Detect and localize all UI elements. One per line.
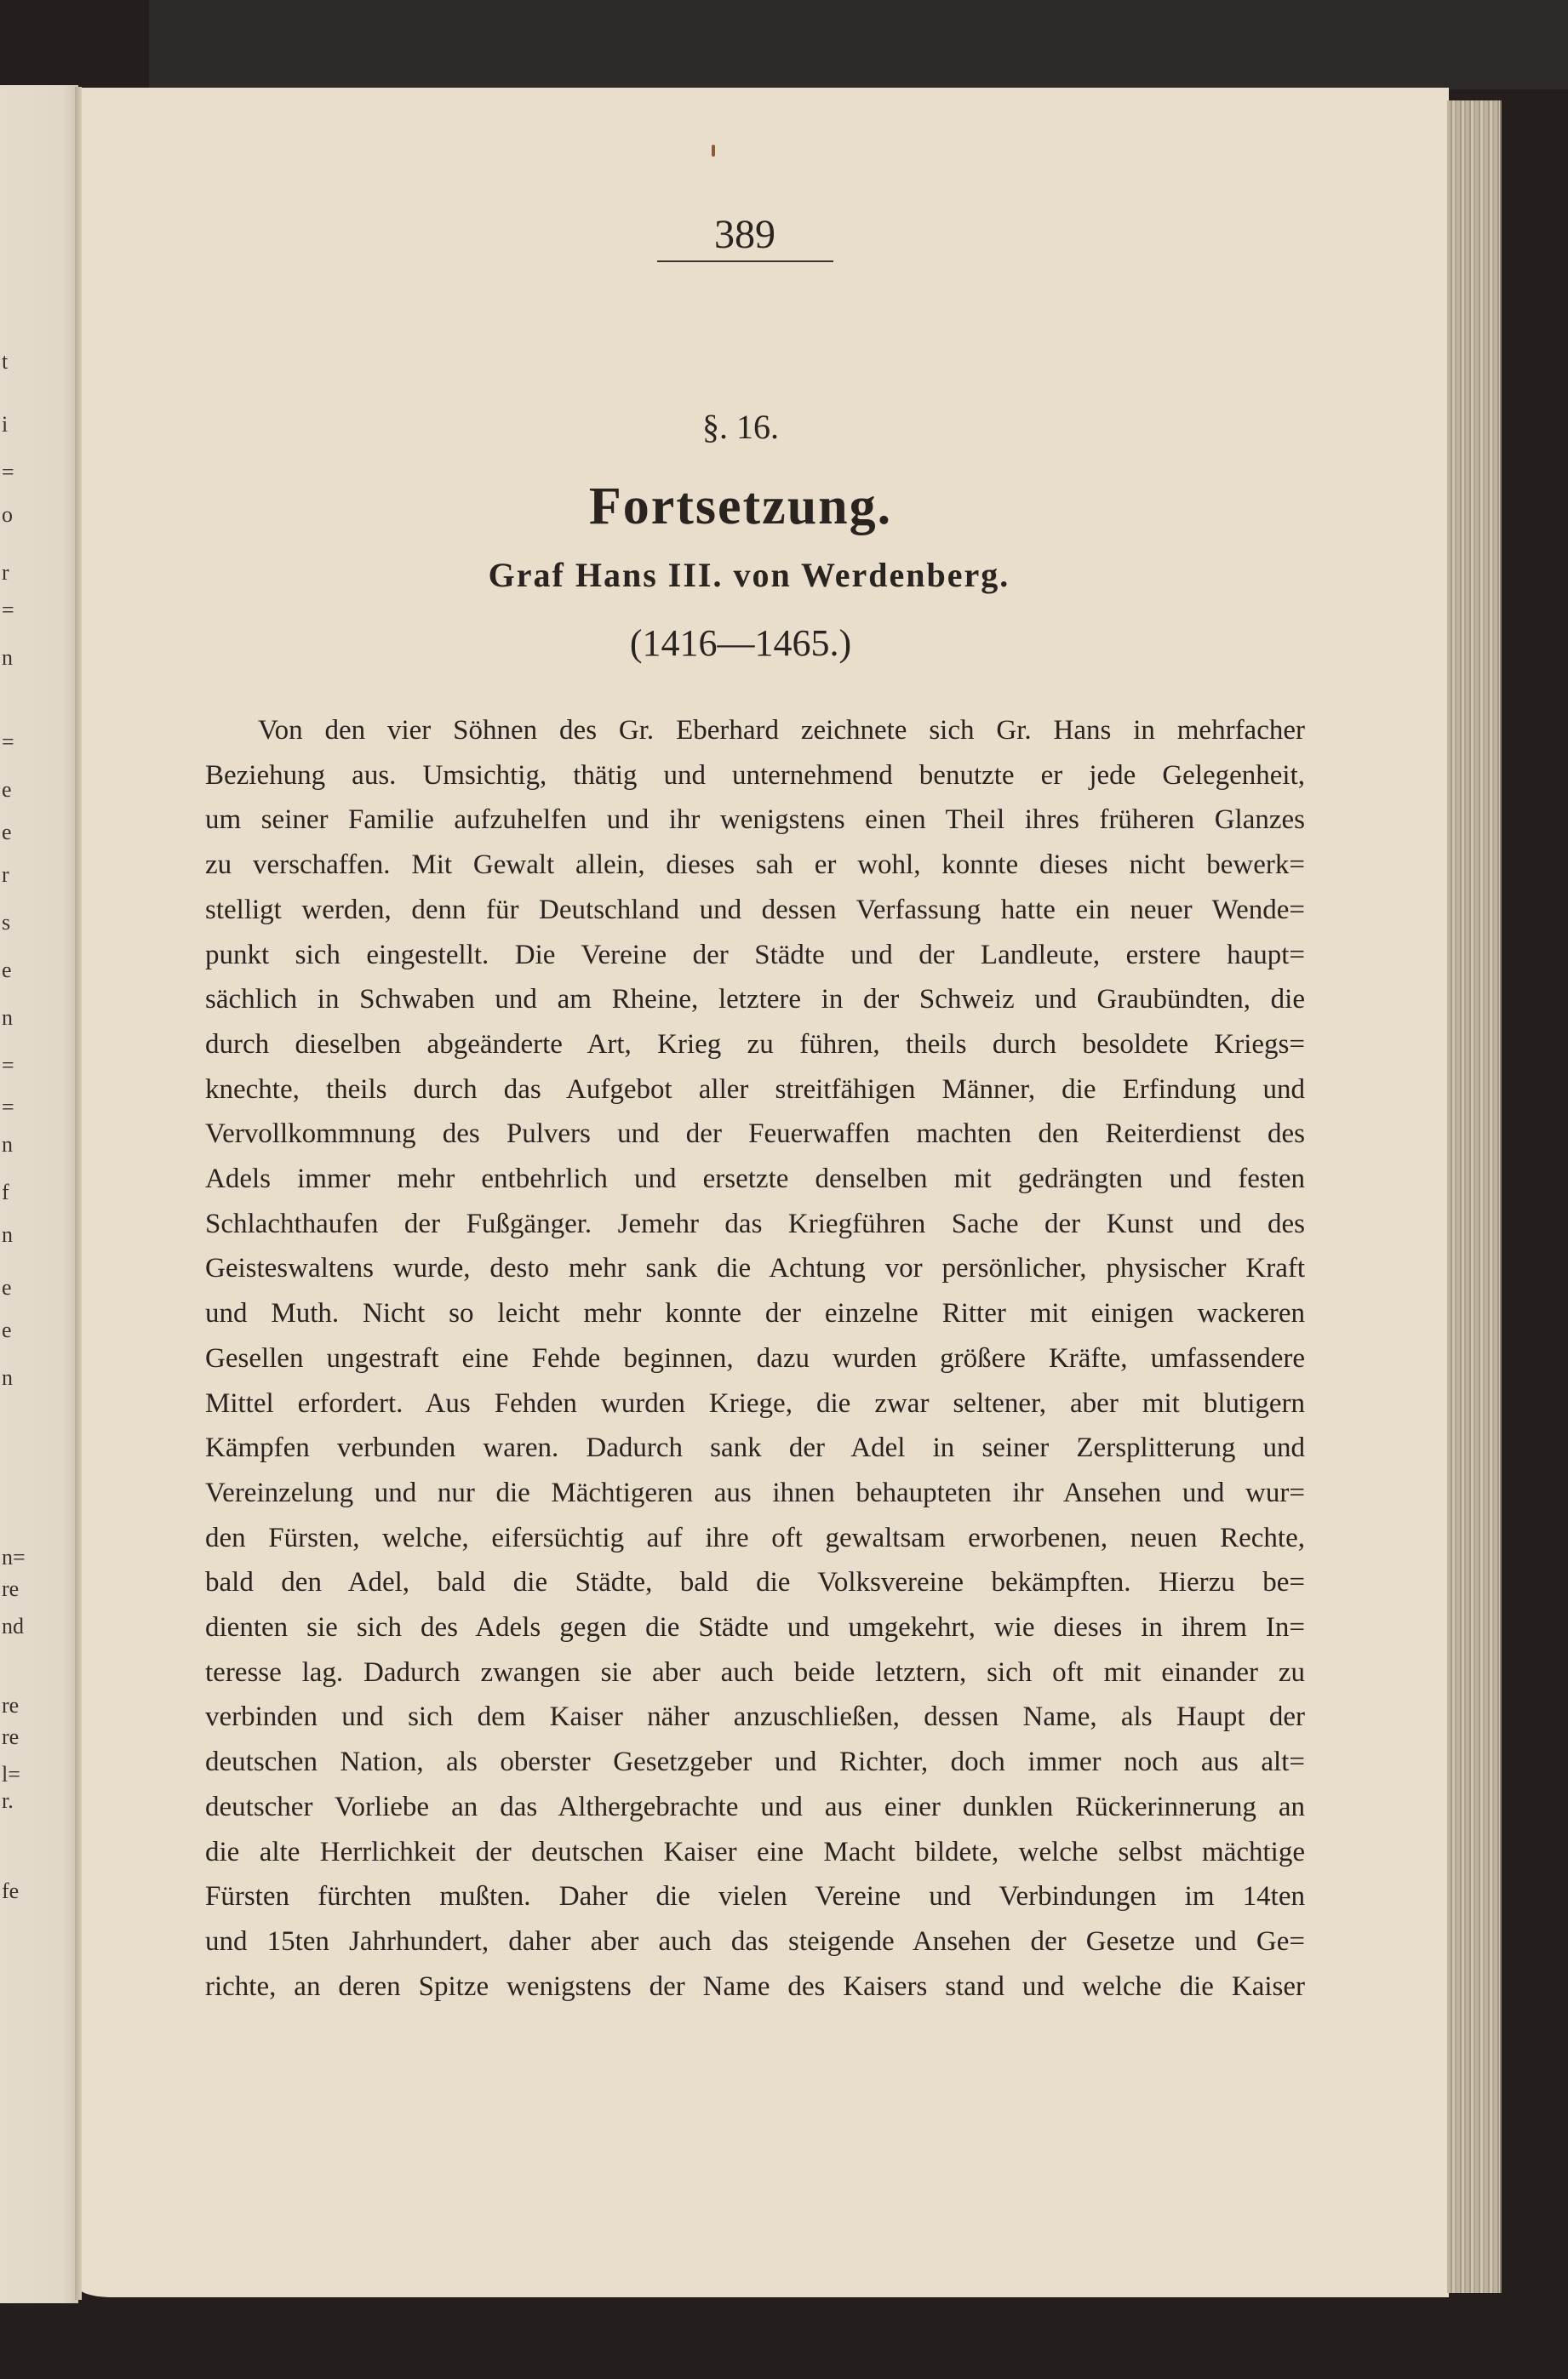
text-line: um seiner Familie aufzuhelfen und ihr wenigstens einen Theil ihres früheren Glanzes xyxy=(205,804,1305,836)
text-line: Mittel erfordert. Aus Fehden wurden Kriege, die zwar seltener, aber mit blutigern xyxy=(205,1387,1305,1419)
facing-page-fragment: e xyxy=(2,958,12,982)
text-line: Geisteswaltens wurde, desto mehr sank die Achtung vor persönlicher, physischer Kraft xyxy=(205,1253,1305,1284)
page-number: 389 xyxy=(714,212,775,257)
text-line: punkt sich eingestellt. Die Vereine der Städte und der Landleute, erstere haupt= xyxy=(205,939,1305,970)
text-line: teresse lag. Dadurch zwangen sie aber auch beide letztern, sich oft mit einander zu xyxy=(205,1656,1305,1688)
text-line: Beziehung aus. Umsichtig, thätig und unternehmend benutzte er jede Gelegenheit, xyxy=(205,759,1305,791)
text-line: Schlachthaufen der Fußgänger. Jemehr das Kriegführen Sache der Kunst und des xyxy=(205,1208,1305,1239)
facing-page-fragment: e xyxy=(2,1275,12,1300)
facing-page-fragment: s xyxy=(2,910,11,935)
text-line: Von den vier Söhnen des Gr. Eberhard zeichnete sich Gr. Hans in mehrfacher xyxy=(258,715,1305,746)
text-line: Adels immer mehr entbehrlich und ersetzte denselben mit gedrängten und festen xyxy=(205,1164,1305,1194)
date-range: (1416—1465.) xyxy=(629,622,852,664)
text-line: bald den Adel, bald die Städte, bald die Volksvereine bekämpften. Hierzu be= xyxy=(205,1567,1305,1598)
facing-page-fragment: r xyxy=(2,862,9,887)
facing-page-fragment: n xyxy=(2,1222,13,1247)
text-line: die alte Herrlichkeit der deutschen Kaiser eine Macht bildete, welche selbst mächtige xyxy=(205,1836,1305,1867)
text-line: Fürsten fürchten mußten. Daher die vielen Vereine und Verbindungen im 14ten xyxy=(205,1881,1305,1913)
facing-page-fragment: re xyxy=(2,1693,20,1718)
book-gutter xyxy=(75,87,82,2300)
text-line: deutschen Nation, als oberster Gesetzgeber und Richter, doch immer noch aus alt= xyxy=(205,1747,1305,1778)
facing-page-fragment: n= xyxy=(2,1545,26,1570)
text-line: den Fürsten, welche, eifersüchtig auf ihre oft gewaltsam erworbenen, neuen Rechte, xyxy=(205,1522,1305,1553)
text-line: Kämpfen verbunden waren. Dadurch sank der Adel in seiner Zersplitterung und xyxy=(205,1433,1305,1464)
text-line: und 15ten Jahrhundert, daher aber auch das steigende Ansehen der Gesetze und Ge= xyxy=(205,1925,1305,1957)
facing-page-fragment: e xyxy=(2,1318,12,1342)
text-line: knechte, theils durch das Aufgebot aller streitfähigen Männer, die Erfindung und xyxy=(205,1073,1305,1105)
text-line: Gesellen ungestraft eine Fehde beginnen, dazu wurden größere Kräfte, umfassendere xyxy=(205,1342,1305,1374)
facing-page-fragment: i xyxy=(2,412,9,437)
facing-page-fragment: r. xyxy=(2,1788,14,1813)
facing-page-fragment: = xyxy=(2,1095,14,1119)
facing-page-fragment: = xyxy=(2,598,14,622)
facing-page-fragment: re xyxy=(2,1724,20,1749)
facing-page-fragment: n xyxy=(2,1005,13,1030)
facing-page-fragment: n xyxy=(2,1365,13,1390)
facing-page-fragment: re xyxy=(2,1576,20,1601)
facing-page-fragment: fe xyxy=(2,1879,20,1903)
facing-page-fragment: e xyxy=(2,777,12,802)
page-stack-edge xyxy=(1447,100,1502,2293)
chapter-subtitle: Graf Hans III. von Werdenberg. xyxy=(488,556,1010,594)
text-line: deutscher Vorliebe an das Althergebrachte und aus einer dunklen Rückerinnerung an xyxy=(205,1791,1305,1822)
text-line: durch dieselben abgeänderte Art, Krieg zu führen, theils durch besoldete Kriegs= xyxy=(205,1028,1305,1060)
ink-speck xyxy=(712,145,715,157)
text-line: sächlich in Schwaben und am Rheine, letztere in der Schweiz und Graubündten, die xyxy=(205,984,1305,1015)
facing-page-fragment: l= xyxy=(2,1762,20,1787)
page-number-rule xyxy=(657,260,833,262)
facing-page-fragment: n xyxy=(2,645,13,670)
text-line: richte, an deren Spitze wenigstens der Name des Kaisers stand und welche die Kaiser xyxy=(205,1970,1305,2002)
text-line: dienten sie sich des Adels gegen die Städte und umgekehrt, wie dieses in ihrem In= xyxy=(205,1612,1305,1643)
background xyxy=(149,0,1568,89)
section-number: §. 16. xyxy=(702,408,779,446)
facing-page-fragment: nd xyxy=(2,1614,24,1638)
text-line: Vervollkommnung des Pulvers und der Feuerwaffen machten den Reiterdienst des xyxy=(205,1118,1305,1150)
facing-page-fragment: = xyxy=(2,729,14,754)
chapter-title: Fortsetzung. xyxy=(588,478,893,535)
facing-page-fragment: e xyxy=(2,820,12,844)
facing-page-fragment: t xyxy=(2,349,9,374)
facing-page-fragment: = xyxy=(2,1053,14,1078)
facing-page-fragment: r xyxy=(2,560,9,585)
facing-page-fragment: o xyxy=(2,502,13,527)
facing-page-fragment: n xyxy=(2,1132,13,1157)
text-line: Vereinzelung und nur die Mächtigeren aus ihnen behaupteten ihr Ansehen und wur= xyxy=(205,1477,1305,1508)
text-line: und Muth. Nicht so leicht mehr konnte der einzelne Ritter mit einigen wackeren xyxy=(205,1298,1305,1330)
text-line: zu verschaffen. Mit Gewalt allein, dieses sah er wohl, konnte dieses nicht bewerk= xyxy=(205,849,1305,881)
facing-page-text-fragments xyxy=(0,0,34,2379)
text-line: verbinden und sich dem Kaiser näher anzuschließen, dessen Name, als Haupt der xyxy=(205,1701,1305,1733)
text-line: stelligt werden, denn für Deutschland und dessen Verfassung hatte ein neuer Wende= xyxy=(205,894,1305,925)
facing-page-fragment: = xyxy=(2,460,14,484)
facing-page-fragment: f xyxy=(2,1180,9,1204)
